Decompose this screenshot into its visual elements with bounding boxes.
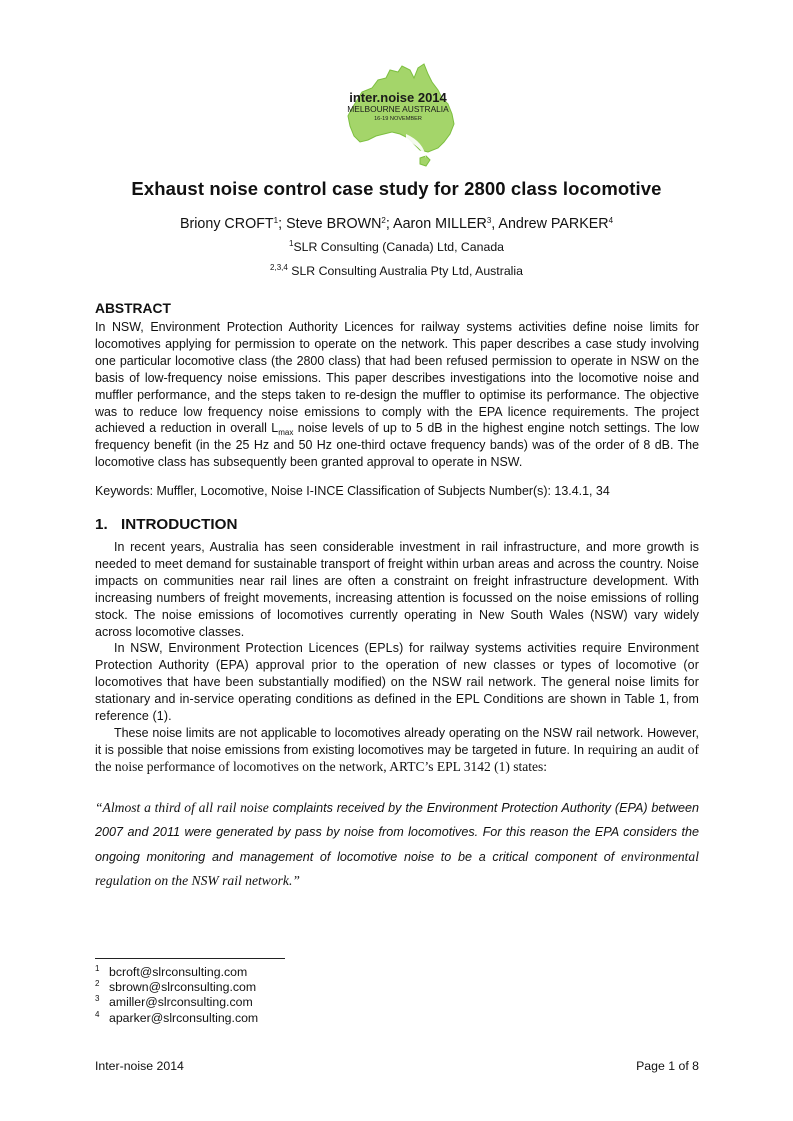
affiliation-mark: 2,3,4: [270, 263, 288, 272]
author-affil-mark: 4: [608, 216, 614, 225]
author-separator: ;: [385, 216, 394, 232]
affiliation-2: [0, 264, 793, 278]
epl-quote: [95, 796, 699, 893]
abstract-text-before: In NSW, Environment Protection Authority Licences for railway systems activities define noise limits for locomotives applying for permission to operate on the network. This paper describes a case study involving one particular locomotive class (the 2800 class) that had been refused permission to operate in NSW on the basis of low-frequency noise emissions. This paper describes investigations into the locomotive noise and muffler performance, and the steps taken to re-design the muffler to optimise its performance. The objective was to reduce low frequency noise emissions to comply with the EPA licence requirements. The project achieved a reduction in overall L: [95, 320, 699, 436]
introduction-body: [95, 539, 699, 776]
footnote-email: sbrown@slrconsulting.com: [109, 980, 257, 995]
footnote-email: bcroft@slrconsulting.com: [109, 965, 248, 979]
paragraph-sans-part: These noise limits are not applicable to locomotives already operating on the NSW rail network. However, it is possible that noise emissions from existing locomotives may be targeted in future. In: [95, 725, 699, 757]
author-name: Aaron MILLER: [393, 216, 487, 232]
affiliation-text: SLR Consulting Australia Pty Ltd, Australia: [287, 264, 523, 278]
logo-line3: 16-19 NOVEMBER: [374, 116, 422, 122]
paragraph: In NSW, Environment Protection Licences (EPLs) for railway systems activities require Environment Protection Authority (EPA) approval prior to the operation of new classes or types of locomotive (or locomotives that have been substantially modified) on the NSW rail network. The general noise limits for stationary and in-service operating conditions as defined in the EPL Conditions are shown in Table 1, from reference (1).: [95, 641, 699, 724]
lmax-subscript: max: [278, 428, 294, 438]
footnote-item: $^1$ bcroft@slrconsulting.com: [95, 964, 248, 979]
author-affil-mark: 3: [486, 216, 492, 225]
quote-serif-start: “Almost a third of all rail noise: [95, 800, 269, 815]
footer-conference: Inter-noise 2014: [95, 1059, 184, 1073]
author-separator: ;: [278, 216, 287, 232]
footnote-email: amiller@slrconsulting.com: [109, 995, 253, 1010]
footnote-email: aparker@slrconsulting.com: [109, 1010, 259, 1025]
affiliation-1: [0, 240, 793, 254]
footnote-item: $^2$ sbrown@slrconsulting.com: [95, 979, 257, 995]
author-affil-mark: 1: [273, 216, 279, 225]
footnotes: [95, 965, 258, 1026]
logo-line2: MELBOURNE AUSTRALIA: [347, 104, 449, 114]
logo-line1: inter.noise 2014: [349, 90, 447, 105]
section-heading: [95, 516, 237, 533]
abstract-heading: ABSTRACT: [95, 301, 171, 316]
author-name: Briony CROFT: [179, 216, 274, 232]
paragraph-serif-part: requiring an audit of the noise performance of locomotives on the network, ARTC’s EPL 3142 (1) states:: [95, 741, 699, 774]
tasmania-shape: [420, 156, 430, 166]
footnote-item: $^3$ amiller@slrconsulting.com: [95, 994, 253, 1010]
author-separator: ,: [491, 216, 499, 232]
section-title: INTRODUCTION: [121, 516, 238, 533]
footer-page-number: Page 1 of 8: [636, 1059, 699, 1073]
author-affil-mark: 2: [381, 216, 386, 225]
quote-sans-part: complaints received by the Environment Protection Authority (EPA) between 2007 and 2011 were generated by pass by noise from locomotives. For this reason the EPA considers the ongoing monitoring and management of locomotive noise to be a: [95, 801, 700, 864]
quote-emphasis: critical: [492, 849, 529, 864]
keywords: Keywords: Muffler, Locomotive, Noise I-INCE Classification of Subjects Number(s): 13.4.1, 34: [95, 484, 610, 498]
footnote-item: $^4$ aparker@slrconsulting.com: [95, 1009, 259, 1025]
abstract-body: [95, 319, 699, 471]
affiliation-mark: 1: [289, 239, 294, 248]
affiliation-text: SLR Consulting (Canada) Ltd, Canada: [293, 240, 504, 254]
paragraph: [95, 725, 699, 776]
section-number: 1.: [95, 516, 108, 533]
author-name: Andrew PARKER: [498, 216, 609, 232]
conference-logo: [328, 62, 468, 172]
author-list: [0, 216, 793, 232]
footnote-divider: [95, 958, 285, 959]
australia-map-logo: [328, 62, 468, 172]
quote-sans-end: component of: [528, 849, 615, 864]
abstract-text-after: noise levels of up to 5 dB in the highest engine notch settings. The low frequency benefit (in the 25 Hz and 50 Hz one-third octave frequency bands) was of the order of 8 dB. The locomotive class has subsequently been granted approval to operate in NSW.: [95, 421, 699, 470]
paragraph: In recent years, Australia has seen considerable investment in rail infrastructure, and more growth is needed to meet demand for sustainable transport of freight within urban areas and across the country. Noise impacts on communities near rail lines are often a constraint on freight infrastructure development. With increasing numbers of freight movements, increasing attention is focussed on the noise emissions of rolling stock. The noise emissions of locomotives currently operating in New South Wales (NSW) vary widely across locomotive classes.: [95, 540, 699, 639]
author-name: Steve BROWN: [286, 216, 382, 232]
quote-serif-end: environmental regulation on the NSW rail network.”: [95, 848, 700, 888]
paper-title: Exhaust noise control case study for 2800 class locomotive: [131, 178, 662, 199]
